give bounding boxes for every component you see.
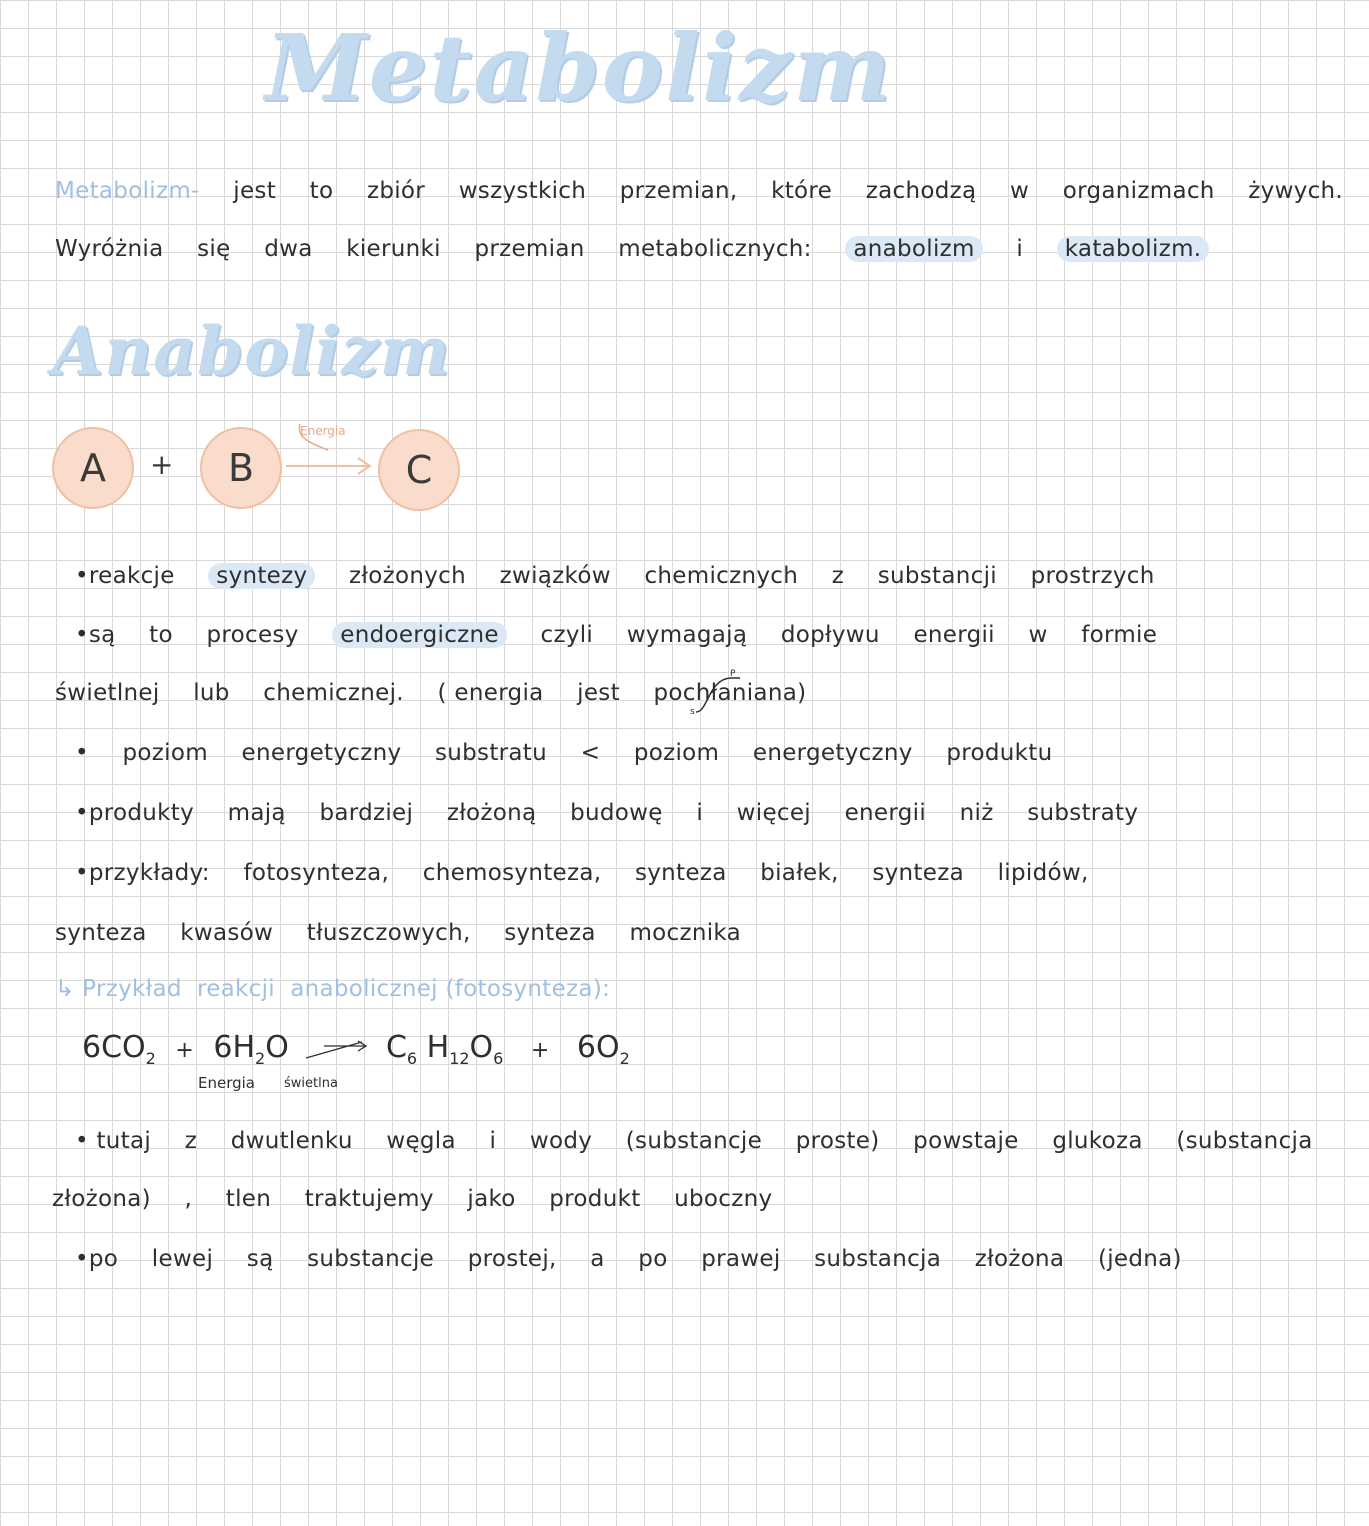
word: złożona) (52, 1186, 151, 1212)
reaction-arrow-icon (282, 418, 382, 478)
word: •przykłady: (75, 860, 210, 886)
word: uboczny (674, 1186, 773, 1212)
word: produktu (946, 740, 1053, 766)
word: złożona (974, 1246, 1065, 1272)
word: po (638, 1246, 668, 1272)
word: w (1010, 178, 1030, 204)
plus-sign: + (530, 1038, 550, 1063)
subscript: 6 (493, 1049, 504, 1068)
word: poziom (122, 740, 208, 766)
word: w (1028, 622, 1048, 648)
word: (substancje (625, 1128, 763, 1154)
word: wody (529, 1128, 593, 1154)
word: traktujemy (304, 1186, 434, 1212)
word: synteza (504, 920, 596, 946)
formula-note-energia: Energia (198, 1074, 255, 1092)
word: budowę (570, 800, 663, 826)
reactant-co2: 6CO (82, 1030, 146, 1065)
word: Wyróżnia (55, 236, 164, 262)
word: z (831, 563, 845, 589)
word: substratu (435, 740, 548, 766)
photosynthesis-formula (82, 1030, 630, 1068)
word: produkt (549, 1186, 641, 1212)
word: pochłaniana) (653, 680, 807, 706)
formula-note-swietlna: świetlna (284, 1076, 338, 1091)
word: energii (844, 800, 927, 826)
word: ( energia (437, 680, 544, 706)
product-o2: 6O (576, 1030, 620, 1065)
word: metabolicznych: (618, 236, 812, 262)
word: i (489, 1128, 497, 1154)
note-tutaj (75, 1128, 1339, 1154)
word: (jedna) (1097, 1246, 1182, 1272)
word: •produkty (75, 800, 195, 826)
word: energetyczny (752, 740, 913, 766)
word: zbiór (366, 178, 426, 204)
product-glucose-o: O (469, 1030, 494, 1065)
word: synteza (55, 920, 147, 946)
subscript: 2 (145, 1049, 156, 1068)
word: organizmach (1062, 178, 1215, 204)
word: prostrzych (1030, 563, 1155, 589)
word: prawej (701, 1246, 781, 1272)
product-glucose: C (385, 1030, 407, 1065)
section-title-anabolizm: Anabolizm (52, 312, 451, 390)
bullet-produkty (75, 800, 1164, 826)
word: kierunki (346, 236, 441, 262)
word: tlen (225, 1186, 272, 1212)
metabolizm-term: Metabolizm- (55, 178, 200, 204)
molecule-c-circle: C (378, 429, 460, 511)
plus-sign: + (175, 1038, 194, 1063)
word: •po (75, 1246, 119, 1272)
word: dwa (264, 236, 313, 262)
word: niż (959, 800, 994, 826)
reactant-h2o-o: O (265, 1030, 289, 1065)
word: poziom (633, 740, 720, 766)
word: a (590, 1246, 605, 1272)
note-tutaj-cont (52, 1186, 798, 1212)
word: jest (577, 680, 620, 706)
plus-sign: + (150, 448, 174, 481)
bullet-synteza (75, 563, 1181, 589)
word: dwutlenku (230, 1128, 353, 1154)
product-mark: P (730, 669, 736, 679)
word: , (184, 1186, 193, 1212)
word: mocznika (629, 920, 742, 946)
word: złożonych (349, 563, 466, 589)
word: to (149, 622, 173, 648)
word: chemosynteza, (422, 860, 602, 886)
word: glukoza (1052, 1128, 1143, 1154)
word: lipidów, (997, 860, 1089, 886)
subscript: 12 (449, 1049, 470, 1068)
word: fotosynteza, (243, 860, 390, 886)
subscript: 2 (619, 1049, 630, 1068)
word: • (75, 740, 89, 766)
word: są (246, 1246, 274, 1272)
word: złożoną (446, 800, 537, 826)
word: przemian (474, 236, 585, 262)
highlight-endoergiczne: endoergiczne (332, 622, 507, 648)
highlight-syntezy: syntezy (208, 563, 315, 589)
energy-curve-icon (690, 668, 746, 718)
word: procesy (206, 622, 299, 648)
bullet-przyklady (75, 860, 1115, 886)
word: mają (227, 800, 286, 826)
note-po-lewej (75, 1246, 1208, 1272)
word: (substancja (1176, 1128, 1313, 1154)
molecule-a-circle: A (52, 427, 134, 509)
less-than-sign: < (580, 740, 601, 766)
bullet-przyklady-cont (55, 920, 767, 946)
highlight-anabolizm: anabolizm (845, 236, 982, 262)
word: synteza (872, 860, 964, 886)
reaction-arrow-icon (302, 1032, 372, 1066)
reactant-h2o: 6H (213, 1030, 256, 1065)
word: • tutaj (75, 1128, 152, 1154)
word: prostej, (467, 1246, 557, 1272)
subscript: 6 (406, 1049, 418, 1068)
word: świetlnej (55, 680, 160, 706)
word: substancja (814, 1246, 942, 1272)
word: które (771, 178, 833, 204)
word: wymagają (626, 622, 748, 648)
word: i (696, 800, 704, 826)
word: substancje (307, 1246, 435, 1272)
molecule-b-circle: B (200, 427, 282, 509)
word: synteza (634, 860, 727, 886)
word: chemicznych (644, 563, 799, 589)
word: czyli (540, 622, 594, 648)
word: •reakcje (75, 563, 175, 589)
example-heading: ↳ Przykład reakcji anabolicznej (fotosynteza): (55, 976, 611, 1002)
word: to (309, 178, 334, 204)
word: węgla (386, 1128, 456, 1154)
word: się (197, 236, 231, 262)
word: więcej (736, 800, 811, 826)
word: substancji (877, 563, 997, 589)
intro-line-1 (55, 178, 1369, 204)
word: •są (75, 622, 116, 648)
word: powstaje (913, 1128, 1019, 1154)
page-title: Metabolizm (265, 14, 893, 122)
intro-line-2 (55, 236, 1235, 262)
word: wszystkich (458, 178, 587, 204)
word: chemicznej. (263, 680, 404, 706)
word: przemian, (619, 178, 738, 204)
subscript: 2 (255, 1049, 266, 1068)
word: żywych. (1248, 178, 1344, 204)
word: białek, (760, 860, 839, 886)
product-glucose-h: H (426, 1030, 450, 1065)
word: jako (467, 1186, 516, 1212)
highlight-katabolizm: katabolizm. (1057, 236, 1210, 262)
word: substraty (1027, 800, 1139, 826)
word: lewej (151, 1246, 214, 1272)
word: z (184, 1128, 198, 1154)
word: kwasów (180, 920, 274, 946)
word: energetyczny (241, 740, 402, 766)
word: tłuszczowych, (306, 920, 471, 946)
word: proste) (795, 1128, 880, 1154)
word: i (1016, 236, 1024, 262)
word: formie (1081, 622, 1158, 648)
bullet-endoergiczne (75, 622, 1183, 648)
word: lub (193, 680, 230, 706)
bullet-poziom (75, 740, 1078, 766)
word: zachodzą (865, 178, 977, 204)
word: dopływu (780, 622, 880, 648)
substrate-mark: s (690, 707, 695, 717)
word: związków (499, 563, 611, 589)
word: jest (233, 178, 277, 204)
word: bardziej (319, 800, 414, 826)
word: energii (913, 622, 995, 648)
energy-label: Energia (300, 424, 346, 438)
